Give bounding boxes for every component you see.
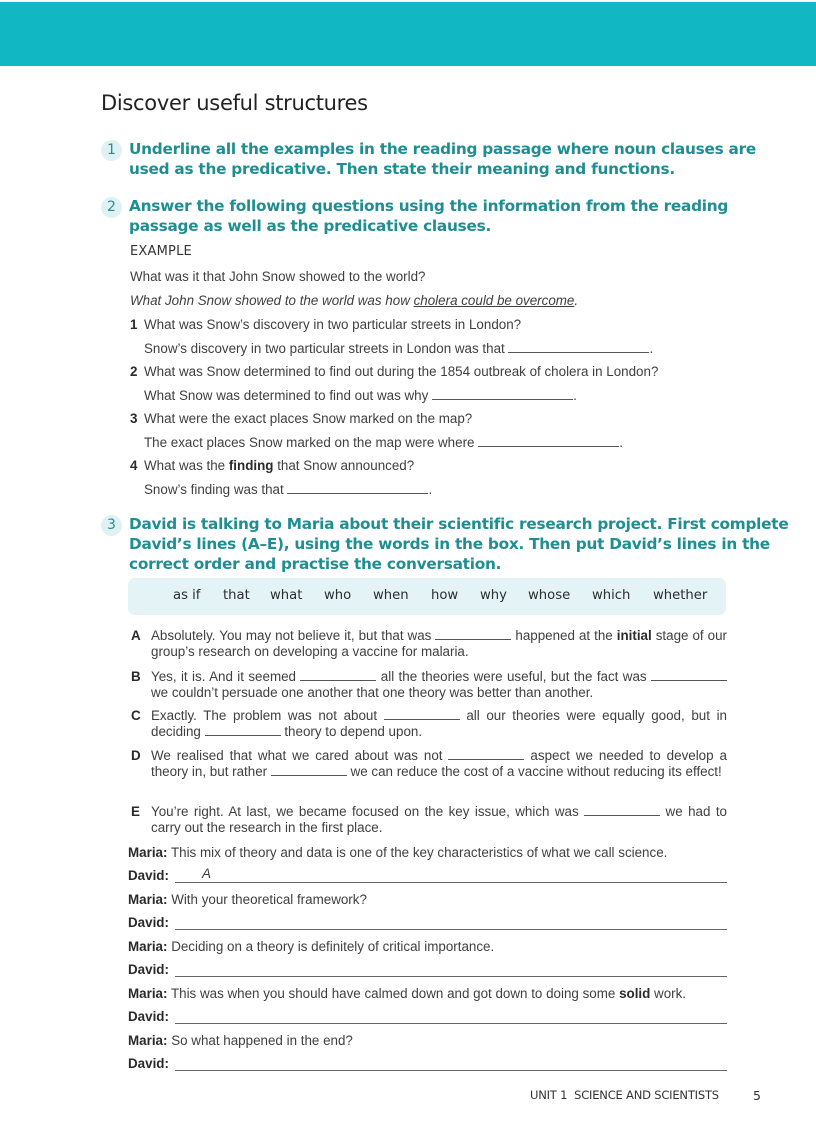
fill-blank[interactable]	[584, 804, 660, 816]
footer-unit-title: UNIT 1 SCIENCE AND SCIENTISTS	[530, 1088, 719, 1102]
task-instruction	[129, 514, 788, 574]
instruction-line: passage as well as the predicative clauses.	[129, 217, 492, 235]
answer-line[interactable]	[175, 1070, 727, 1071]
example-answer: What John Snow showed to the world was how cholera could be overcome.	[130, 293, 579, 308]
fill-blank[interactable]	[448, 748, 524, 760]
dialogue-david-5: David:	[128, 1056, 169, 1071]
answer-blank[interactable]	[508, 341, 649, 353]
example-question: What was it that John Snow showed to the world?	[130, 269, 426, 284]
word-box	[128, 578, 726, 615]
answer-prompt-3: The exact places Snow marked on the map were where .	[144, 435, 623, 450]
dialogue-maria-3: Maria: Deciding on a theory is definitely of critical importance.	[128, 939, 495, 954]
dialogue-david-4: David:	[128, 1009, 169, 1024]
fill-blank[interactable]	[271, 764, 347, 776]
word-option: why	[480, 588, 507, 603]
word-option: how	[431, 588, 459, 603]
dialogue-maria-4: Maria: This was when you should have calmed down and got down to doing some solid work.	[128, 986, 687, 1001]
example-underlined-answer: cholera could be overcome	[413, 293, 575, 308]
header-band	[0, 2, 816, 66]
answer-line[interactable]	[175, 929, 727, 930]
fill-blank[interactable]	[651, 669, 727, 681]
answer-prompt-1: Snow’s discovery in two particular streets in London was that .	[144, 341, 654, 356]
word-option: who	[324, 588, 352, 603]
fill-blank[interactable]	[205, 724, 281, 736]
dialogue-maria-1: Maria: This mix of theory and data is one of the key characteristics of what we call science.	[128, 845, 668, 860]
fill-blank[interactable]	[435, 628, 511, 640]
page-number: 5	[753, 1088, 761, 1103]
dialogue-david-1: David:	[128, 868, 169, 883]
question-3: 3 What were the exact places Snow marked on the map?	[130, 411, 473, 426]
fill-blank[interactable]	[384, 708, 460, 720]
question-4: 4 What was the finding that Snow announced?	[130, 458, 415, 473]
task-number-badge: 1	[101, 140, 122, 161]
question-1: 1 What was Snow’s discovery in two particular streets in London?	[130, 317, 522, 332]
word-option: whether	[653, 588, 708, 603]
instruction-line: used as the predicative. Then state their meaning and functions.	[129, 160, 675, 178]
question-2: 2 What was Snow determined to find out during the 1854 outbreak of cholera in London?	[130, 364, 659, 379]
instruction-line: Answer the following questions using the information from the reading	[129, 197, 729, 215]
dialogue-maria-5: Maria: So what happened in the end?	[128, 1033, 353, 1048]
word-option: which	[592, 588, 631, 603]
task-instruction	[129, 196, 728, 236]
fill-blank[interactable]	[300, 669, 376, 681]
word-option: that	[223, 588, 250, 603]
answer-line[interactable]	[175, 882, 727, 883]
dialogue-maria-2: Maria: With your theoretical framework?	[128, 892, 367, 907]
word-option: as if	[173, 588, 201, 603]
answer-prompt-2: What Snow was determined to find out was why .	[144, 388, 577, 403]
answer-blank[interactable]	[287, 482, 428, 494]
word-option: when	[373, 588, 409, 603]
instruction-line: Underline all the examples in the reading passage where noun clauses are	[129, 140, 757, 158]
dialogue-david-3: David:	[128, 962, 169, 977]
answer-blank[interactable]	[432, 388, 573, 400]
task-instruction	[129, 139, 756, 179]
section-title: Discover useful structures	[101, 91, 368, 115]
dialogue-david-2: David:	[128, 915, 169, 930]
david-answer-1[interactable]: A	[202, 866, 211, 881]
task-number-badge: 2	[101, 197, 122, 218]
word-option: what	[270, 588, 303, 603]
answer-line[interactable]	[175, 976, 727, 977]
example-label: EXAMPLE	[130, 244, 192, 259]
answer-line[interactable]	[175, 1023, 727, 1024]
instruction-line: correct order and practise the conversation.	[129, 555, 502, 573]
instruction-line: David is talking to Maria about their scientific research project. First complete	[129, 515, 789, 533]
answer-prompt-4: Snow’s finding was that .	[144, 482, 433, 497]
word-option: whose	[528, 588, 571, 603]
instruction-line: David’s lines (A–E), using the words in the box. Then put David’s lines in the	[129, 535, 770, 553]
task-number-badge: 3	[101, 515, 122, 536]
answer-blank[interactable]	[478, 435, 619, 447]
